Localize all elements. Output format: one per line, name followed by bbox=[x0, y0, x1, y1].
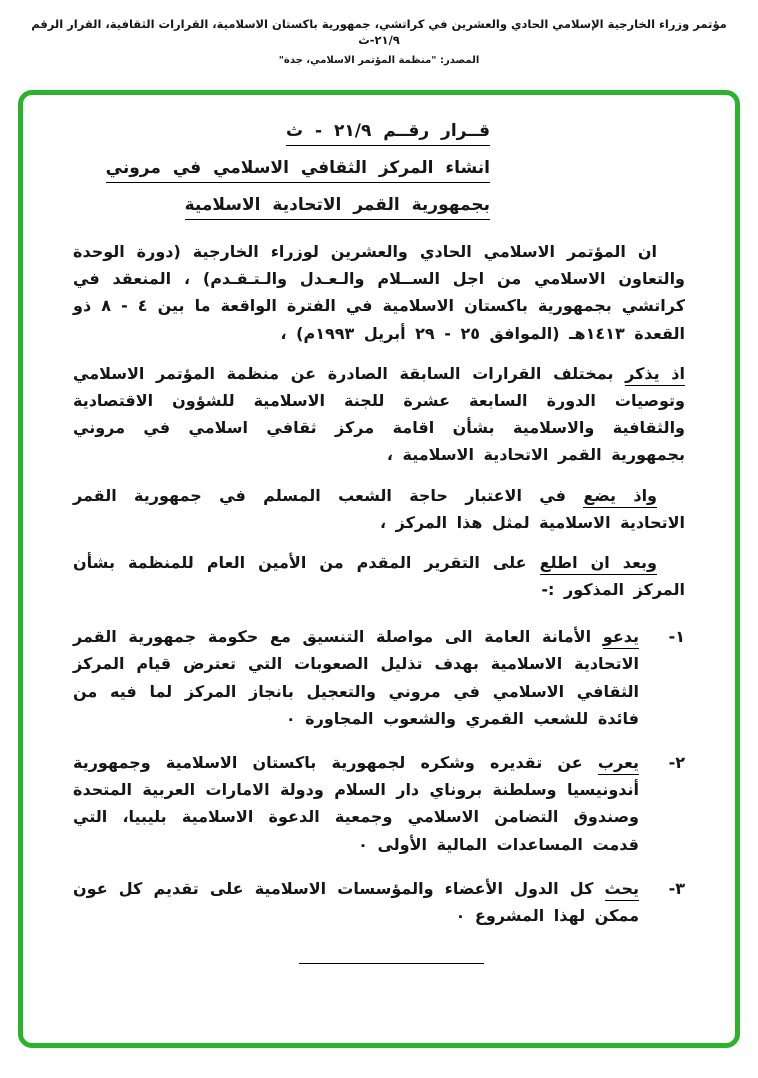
footer-divider bbox=[299, 963, 484, 964]
paragraph-lead: اذ يذكر bbox=[625, 364, 685, 386]
item-body bbox=[73, 875, 639, 929]
paragraph-text: على التقرير المقدم من الأمين العام للمنظمة بشأن المركز المذكور :- bbox=[73, 552, 685, 600]
resolution-items bbox=[73, 623, 685, 929]
item-body bbox=[73, 623, 639, 732]
item-text: كل الدول الأعضاء والمؤسسات الاسلامية على تقديم كل عون ممكن لهذا المشروع ٠ bbox=[73, 878, 639, 925]
resolution-subject-title: انشاء المركز الثقافي الاسلامي في مروني bbox=[106, 158, 490, 183]
paragraph-text: بمختلف القرارات السابقة الصادرة عن منظمة المؤتمر الاسلامي وتوصيات الدورة السابعة عشرة للجنة الاسلامية للشؤون الاقتصادية والثقافية والاسلامية بشأن اقامة مركز ثقافي اسلامي في مروني بجمهورية القمر الاتحادية الاسلامية ، bbox=[73, 363, 685, 465]
header-citation: مؤتمر وزراء الخارجية الإسلامي الحادي والعشرين في كراتشي، جمهورية باكستان الاسلامية، القرارات الثقافية، القرار الرقم ٢١/٩-ث bbox=[31, 17, 727, 48]
item-number: ٣- bbox=[668, 878, 685, 898]
resolution-item-1 bbox=[73, 623, 685, 732]
item-body bbox=[73, 749, 639, 858]
item-number: ٢- bbox=[668, 753, 685, 772]
recalling-paragraph bbox=[73, 360, 685, 469]
item-number: ١- bbox=[668, 627, 685, 647]
item-text: عن تقديره وشكره لجمهورية باكستان الاسلامية وجمهورية أندونيسيا وسلطنة بروناي دار السلام ودولة الامارات العربية المتحدة وصندوق التضامن الاسلامي وجمعية الدعوة الاسلامية بليبيا، التي قدمت المساعدات المالية الأولى ٠ bbox=[73, 753, 639, 854]
document-frame bbox=[18, 90, 740, 1048]
paragraph-text: ان المؤتمر الاسلامي الحادي والعشرين لوزراء الخارجية (دورة الوحدة والتعاون الاسلامي من اجل الســلام والـعـدل والـتـقـدم) ، المنعقد في كراتشي بجمهورية باكستان الاسلامية في الفترة الواقعة ما بين ٤ - ٨ ذو القعدة ١٤١٣هـ (الموافق ٢٥ - ٢٩ أبريل ١٩٩٣م) ، bbox=[73, 242, 686, 343]
considering-paragraph bbox=[73, 482, 685, 536]
item-text: الأمانة العامة الى مواصلة التنسيق مع حكومة جمهورية القمر الاتحادية الاسلامية بهدف تذليل الصعوبات التي تعترض قيام المركز الثقافي الاسلامي في مروني والتعجيل بانجاز المركز لما فيه من فائدة للشعب القمري والشعوب المجاورة ٠ bbox=[73, 627, 639, 728]
item-lead: يحث bbox=[605, 879, 639, 901]
resolution-item-3 bbox=[73, 875, 685, 929]
resolution-item-2 bbox=[73, 749, 685, 858]
resolution-subject-title-2: بجمهورية القمر الاتحادية الاسلامية bbox=[185, 195, 490, 220]
having-reviewed-paragraph bbox=[73, 549, 685, 603]
paragraph-lead: وبعد ان اطلع bbox=[540, 553, 657, 575]
paragraph-text: في الاعتبار حاجة الشعب المسلم في جمهورية القمر الاتحادية الاسلامية لمثل هذا المركز ، bbox=[73, 485, 685, 532]
preamble-paragraph bbox=[73, 238, 685, 347]
paragraph-lead: واذ يضع bbox=[583, 486, 657, 508]
document-title-block bbox=[73, 121, 490, 220]
resolution-number-title: قــرار رقــم ٢١/٩ - ث bbox=[286, 121, 490, 146]
item-lead: يدعو bbox=[603, 627, 639, 649]
item-lead: يعرب bbox=[598, 753, 639, 775]
page-header bbox=[0, 0, 758, 66]
header-source: المصدر: "منظمة المؤتمر الاسلامي، جدة" bbox=[278, 55, 480, 67]
document-content bbox=[23, 95, 735, 1043]
